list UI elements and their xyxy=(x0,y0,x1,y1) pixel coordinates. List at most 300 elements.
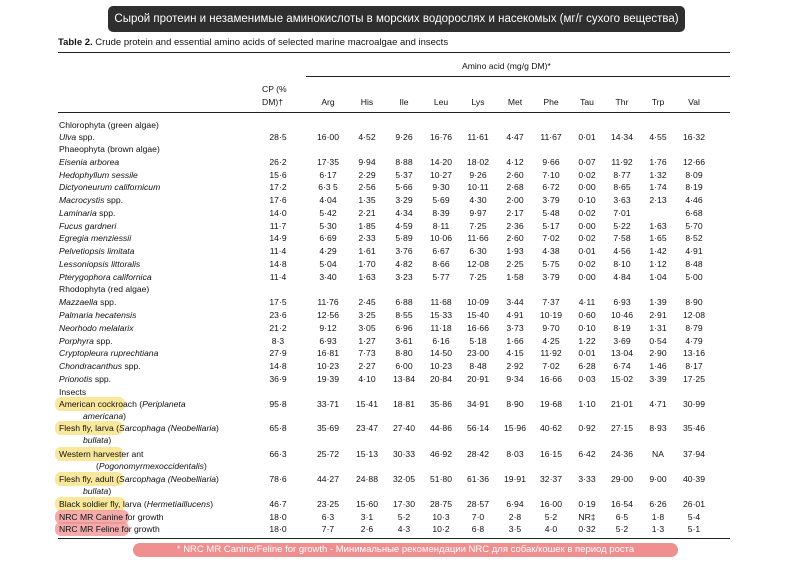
value-phe: 40·62 xyxy=(540,423,562,433)
table-title xyxy=(58,37,448,48)
value-phe: 4·38 xyxy=(542,246,560,256)
value-tau: 0·02 xyxy=(578,259,596,269)
table-row xyxy=(0,296,787,309)
value-leu: 8·11 xyxy=(432,221,450,231)
value-thr: 13·04 xyxy=(611,348,633,358)
value-ile: 5·2 xyxy=(397,512,411,522)
value-his: 1·27 xyxy=(358,336,376,346)
value-arg: 35·69 xyxy=(317,423,339,433)
value-tau: 0·02 xyxy=(578,170,596,180)
value-phe: 11·67 xyxy=(540,132,562,142)
value-arg: 16·81 xyxy=(317,348,339,358)
top-rule xyxy=(58,52,730,53)
value-lys: 6·8 xyxy=(471,524,485,534)
value-trp: 1·31 xyxy=(649,323,667,333)
group-name: Chlorophyta (green algae) xyxy=(59,120,159,130)
value-met: 2·60 xyxy=(506,233,524,243)
value-thr: 15·02 xyxy=(611,374,633,384)
value-lys: 9·97 xyxy=(469,208,487,218)
value-met: 1·58 xyxy=(506,272,524,282)
value-lys: 20·91 xyxy=(467,374,489,384)
value-trp: 6·26 xyxy=(649,499,667,509)
value-tau: 0·03 xyxy=(578,374,596,384)
value-phe: 4·0 xyxy=(544,524,558,534)
value-phe: 16·15 xyxy=(540,449,562,459)
value-tau: 1·10 xyxy=(578,399,596,409)
group-name: Insects xyxy=(59,387,87,397)
row-name: Dictyoneurum californicum xyxy=(59,182,161,192)
table-row xyxy=(0,373,787,386)
cp-value: 18·0 xyxy=(269,512,287,522)
value-thr: 10·46 xyxy=(611,310,633,320)
cp-value: 17·5 xyxy=(269,297,287,307)
value-tau: 6·42 xyxy=(578,449,596,459)
value-trp: 8·93 xyxy=(649,423,667,433)
row-name: NRC MR Canine for growth xyxy=(59,512,164,522)
value-ile: 6·88 xyxy=(395,297,413,307)
value-his: 3·1 xyxy=(360,512,374,522)
row-name: Laminaria spp. xyxy=(59,208,116,218)
value-lys: 15·40 xyxy=(467,310,489,320)
value-ile: 4·59 xyxy=(395,221,413,231)
value-his: 2·27 xyxy=(358,361,376,371)
value-val: 17·25 xyxy=(683,374,705,384)
value-thr: 16·54 xyxy=(611,499,633,509)
value-tau: 4·11 xyxy=(578,297,596,307)
row-name: Porphyra spp. xyxy=(59,336,113,346)
row-name: American cockroach (Periplaneta xyxy=(59,399,186,409)
table-caption: Crude protein and essential amino acids of selected marine macroalgae and insects xyxy=(92,37,449,48)
footnote-banner: * NRC MR Canine/Feline for growth - Минимальные рекомендации NRC для собак/кошек в период роста xyxy=(133,543,678,557)
cp-value: 21·2 xyxy=(269,323,287,333)
value-tau: 0·10 xyxy=(578,323,596,333)
value-arg: 16·00 xyxy=(317,132,339,142)
value-thr: 3·63 xyxy=(613,195,631,205)
value-lys: 11·61 xyxy=(467,132,489,142)
value-thr: 5·22 xyxy=(613,221,631,231)
value-trp: 1·32 xyxy=(649,170,667,180)
value-arg: 6·3 5 xyxy=(318,182,338,192)
value-tau: 6·28 xyxy=(578,361,596,371)
value-his: 15·13 xyxy=(356,449,378,459)
value-val: 26·01 xyxy=(683,499,705,509)
value-val: 37·94 xyxy=(683,449,705,459)
value-trp: 0·54 xyxy=(649,336,667,346)
value-trp: 1·12 xyxy=(649,259,667,269)
cp-value: 11·4 xyxy=(269,246,287,256)
value-his: 2·6 xyxy=(360,524,374,534)
table-row-continuation xyxy=(0,434,787,447)
value-lys: 7·25 xyxy=(469,221,487,231)
table-row xyxy=(0,498,787,511)
value-met: 2·60 xyxy=(506,170,524,180)
table-row xyxy=(0,245,787,258)
row-name: Chondracanthus spp. xyxy=(59,361,141,371)
cp-value: 14·0 xyxy=(269,208,287,218)
value-arg: 3·40 xyxy=(319,272,337,282)
value-met: 3·5 xyxy=(508,524,522,534)
value-ile: 13·84 xyxy=(393,374,415,384)
value-leu: 9·30 xyxy=(432,182,450,192)
value-leu: 35·86 xyxy=(430,399,452,409)
table-row xyxy=(0,232,787,245)
value-his: 15·41 xyxy=(356,399,378,409)
value-leu: 5·77 xyxy=(432,272,450,282)
value-met: 1·66 xyxy=(506,336,524,346)
value-leu: 16·76 xyxy=(430,132,452,142)
value-thr: 4·84 xyxy=(613,272,631,282)
value-phe: 9·66 xyxy=(542,157,560,167)
value-tau: 0·60 xyxy=(578,310,596,320)
value-leu: 28·75 xyxy=(430,499,452,509)
translation-banner: Сырой протеин и незаменимые аминокислоты в морских водорослях и насекомых (мг/г сухого вещества) xyxy=(108,6,685,32)
row-name-continuation: bullata) xyxy=(83,435,112,445)
value-phe: 16·00 xyxy=(540,499,562,509)
value-val: 5·00 xyxy=(685,272,703,282)
amino-acid-header: Amino acid (mg/g DM)* xyxy=(462,61,551,71)
value-lys: 8·48 xyxy=(469,361,487,371)
value-ile: 8·80 xyxy=(395,348,413,358)
value-val: 8·19 xyxy=(685,182,703,192)
cp-value: 14·8 xyxy=(269,259,287,269)
row-name: Palmaria hecatensis xyxy=(59,310,137,320)
value-trp: 3·39 xyxy=(649,374,667,384)
value-trp: 1·76 xyxy=(649,157,667,167)
value-val: 8·48 xyxy=(685,259,703,269)
amino-header-rule xyxy=(306,76,730,77)
value-tau: 0·07 xyxy=(578,157,596,167)
value-arg: 10·23 xyxy=(317,361,339,371)
value-leu: 6·67 xyxy=(432,246,450,256)
value-met: 4·15 xyxy=(506,348,524,358)
value-leu: 10·23 xyxy=(430,361,452,371)
value-his: 2·45 xyxy=(358,297,376,307)
column-header-tau: Tau xyxy=(580,97,594,107)
value-ile: 8·88 xyxy=(395,157,413,167)
value-lys: 23·00 xyxy=(467,348,489,358)
value-his: 1·70 xyxy=(358,259,376,269)
value-thr: 6·74 xyxy=(613,361,631,371)
value-met: 2·25 xyxy=(506,259,524,269)
value-met: 2·00 xyxy=(506,195,524,205)
column-header-ile: Ile xyxy=(399,97,409,107)
value-phe: 6·72 xyxy=(542,182,560,192)
value-tau: 0·00 xyxy=(578,221,596,231)
value-val: 4·91 xyxy=(685,246,703,256)
value-arg: 5·04 xyxy=(319,259,337,269)
value-phe: 5·17 xyxy=(542,221,560,231)
value-trp: 1·04 xyxy=(649,272,667,282)
value-his: 23·47 xyxy=(356,423,378,433)
value-leu: 10·06 xyxy=(430,233,452,243)
cp-value: 78·6 xyxy=(269,474,287,484)
value-leu: 10·3 xyxy=(432,512,450,522)
value-tau: NR‡ xyxy=(578,512,596,522)
value-trp: 2·90 xyxy=(649,348,667,358)
column-header-thr: Thr xyxy=(615,97,629,107)
group-header-row xyxy=(0,283,787,296)
value-met: 3·44 xyxy=(506,297,524,307)
value-arg: 4·29 xyxy=(319,246,337,256)
value-thr: 24·36 xyxy=(611,449,633,459)
value-thr: 7·58 xyxy=(613,233,631,243)
value-lys: 11·66 xyxy=(467,233,489,243)
value-his: 24·88 xyxy=(356,474,378,484)
value-his: 1·85 xyxy=(358,221,376,231)
cp-value: 11·4 xyxy=(269,272,287,282)
value-lys: 12·08 xyxy=(467,259,489,269)
value-met: 2·36 xyxy=(506,221,524,231)
value-his: 9·94 xyxy=(358,157,376,167)
row-name: Pelvetiopsis limitata xyxy=(59,246,135,256)
value-tau: 0·02 xyxy=(578,233,596,243)
value-lys: 6·30 xyxy=(469,246,487,256)
cp-value: 26·2 xyxy=(269,157,287,167)
row-name: Flesh fly, adult (Sarcophaga (Neobelliaria) xyxy=(59,474,219,484)
value-ile: 30·33 xyxy=(393,449,415,459)
value-thr: 5·2 xyxy=(615,524,629,534)
value-trp: 2·13 xyxy=(649,195,667,205)
value-his: 3·25 xyxy=(358,310,376,320)
value-leu: 6·16 xyxy=(432,336,450,346)
value-val: 5·4 xyxy=(687,512,701,522)
value-val: 12·66 xyxy=(683,157,705,167)
value-lys: 56·14 xyxy=(467,423,489,433)
value-thr: 6·5 xyxy=(615,512,629,522)
value-arg: 17·35 xyxy=(317,157,339,167)
column-header-his: His xyxy=(360,97,374,107)
column-header-val: Val xyxy=(688,97,700,107)
table-row-continuation xyxy=(0,485,787,498)
value-his: 4·52 xyxy=(358,132,376,142)
table-row xyxy=(0,360,787,373)
value-ile: 27·40 xyxy=(393,423,415,433)
table-row xyxy=(0,181,787,194)
cp-value: 46·7 xyxy=(269,499,287,509)
value-ile: 6·96 xyxy=(395,323,413,333)
value-leu: 5·69 xyxy=(432,195,450,205)
value-lys: 34·91 xyxy=(467,399,489,409)
value-val: 12·08 xyxy=(683,310,705,320)
value-ile: 17·30 xyxy=(393,499,415,509)
value-trp: 1·42 xyxy=(649,246,667,256)
value-leu: 14·50 xyxy=(430,348,452,358)
value-trp: 4·55 xyxy=(649,132,667,142)
cp-value: 27·9 xyxy=(269,348,287,358)
value-his: 2·33 xyxy=(358,233,376,243)
value-met: 4·47 xyxy=(506,132,524,142)
value-val: 8·52 xyxy=(685,233,703,243)
group-header-row xyxy=(0,143,787,156)
table-row xyxy=(0,156,787,169)
value-ile: 5·66 xyxy=(395,182,413,192)
value-ile: 5·89 xyxy=(395,233,413,243)
row-name: Fucus gardneri xyxy=(59,221,117,231)
value-arg: 44·27 xyxy=(317,474,339,484)
value-phe: 5·75 xyxy=(542,259,560,269)
group-name: Phaeophyta (brown algae) xyxy=(59,144,160,154)
value-lys: 7·0 xyxy=(471,512,485,522)
value-met: 19·91 xyxy=(504,474,526,484)
row-name: Mazzaella spp. xyxy=(59,297,117,307)
value-tau: 0·00 xyxy=(578,182,596,192)
value-arg: 4·04 xyxy=(319,195,337,205)
value-arg: 6·69 xyxy=(319,233,337,243)
row-name-continuation: bullata) xyxy=(83,486,112,496)
row-name-continuation: (Pogonomyrmexoccidentalis) xyxy=(96,461,207,471)
row-name: Cryptopleura ruprechtiana xyxy=(59,348,159,358)
value-ile: 3·23 xyxy=(395,272,413,282)
table-number: Table 2. xyxy=(58,37,93,48)
value-trp: 1·74 xyxy=(649,182,667,192)
table-row xyxy=(0,322,787,335)
value-trp: 1·63 xyxy=(649,221,667,231)
row-name: Lessoniopsis littoralis xyxy=(59,259,141,269)
value-tau: 0·01 xyxy=(578,132,596,142)
value-arg: 6·17 xyxy=(319,170,337,180)
value-phe: 5·2 xyxy=(544,512,558,522)
value-ile: 3·29 xyxy=(395,195,413,205)
value-thr: 14·34 xyxy=(611,132,633,142)
table-row xyxy=(0,258,787,271)
value-leu: 10·2 xyxy=(432,524,450,534)
value-trp: 4·71 xyxy=(649,399,667,409)
value-lys: 28·42 xyxy=(467,449,489,459)
row-name: Ulva spp. xyxy=(59,132,95,142)
value-thr: 21·01 xyxy=(611,399,633,409)
value-leu: 51·80 xyxy=(430,474,452,484)
row-name: Macrocystis spp. xyxy=(59,195,124,205)
value-lys: 61·36 xyxy=(467,474,489,484)
value-leu: 10·27 xyxy=(430,170,452,180)
cp-value: 28·5 xyxy=(269,132,287,142)
row-name: Black soldier fly, larva (Hermetiaillucens) xyxy=(59,499,214,509)
value-phe: 3·79 xyxy=(542,195,560,205)
value-arg: 9·12 xyxy=(319,323,337,333)
value-his: 1·35 xyxy=(358,195,376,205)
column-header-met: Met xyxy=(507,97,523,107)
value-val: 5·70 xyxy=(685,221,703,231)
value-ile: 5·37 xyxy=(395,170,413,180)
cp-value: 23·6 xyxy=(269,310,287,320)
table-row-continuation xyxy=(0,460,787,473)
value-phe: 32·37 xyxy=(540,474,562,484)
value-his: 2·29 xyxy=(358,170,376,180)
value-thr: 29·00 xyxy=(611,474,633,484)
value-tau: 0·19 xyxy=(578,499,596,509)
row-name-continuation: americana) xyxy=(83,411,126,421)
value-met: 3·73 xyxy=(506,323,524,333)
value-thr: 8·65 xyxy=(613,182,631,192)
value-phe: 10·19 xyxy=(540,310,562,320)
value-arg: 25·72 xyxy=(317,449,339,459)
cp-value: 14·8 xyxy=(269,361,287,371)
value-trp: 1·3 xyxy=(651,524,665,534)
value-leu: 44·86 xyxy=(430,423,452,433)
row-name: Eisenia arborea xyxy=(59,157,120,167)
value-leu: 11·18 xyxy=(430,323,452,333)
value-arg: 11·76 xyxy=(317,297,339,307)
value-met: 8·03 xyxy=(506,449,524,459)
value-val: 8·90 xyxy=(685,297,703,307)
value-arg: 7·7 xyxy=(321,524,335,534)
column-header-arg: Arg xyxy=(321,97,335,107)
value-his: 15·60 xyxy=(356,499,378,509)
value-phe: 19·68 xyxy=(540,399,562,409)
value-his: 4·10 xyxy=(358,374,376,384)
cp-value: 36·9 xyxy=(269,374,287,384)
value-thr: 4·56 xyxy=(613,246,631,256)
value-arg: 5·30 xyxy=(319,221,337,231)
value-arg: 19·39 xyxy=(317,374,339,384)
value-thr: 6·93 xyxy=(613,297,631,307)
value-val: 5·1 xyxy=(687,524,701,534)
value-met: 1·93 xyxy=(506,246,524,256)
value-phe: 7·37 xyxy=(542,297,560,307)
value-thr: 27·15 xyxy=(611,423,633,433)
table-row xyxy=(0,523,787,536)
value-ile: 18·81 xyxy=(393,399,415,409)
cp-value: 14·9 xyxy=(269,233,287,243)
cp-value: 95·8 xyxy=(269,399,287,409)
value-trp: 9·00 xyxy=(649,474,667,484)
cp-value: 66·3 xyxy=(269,449,287,459)
table-row xyxy=(0,194,787,207)
value-leu: 15·33 xyxy=(430,310,452,320)
row-name: Egregia menziessii xyxy=(59,233,132,243)
value-arg: 6·3 xyxy=(321,512,335,522)
value-phe: 7·10 xyxy=(542,170,560,180)
cp-header-line2: DM)† xyxy=(262,97,284,107)
value-lys: 4·30 xyxy=(469,195,487,205)
value-met: 2·92 xyxy=(506,361,524,371)
cp-value: 8·3 xyxy=(271,336,285,346)
value-phe: 16·66 xyxy=(540,374,562,384)
value-trp: NA xyxy=(652,449,664,459)
value-his: 2·21 xyxy=(358,208,376,218)
value-val: 6·68 xyxy=(685,208,703,218)
value-his: 7·73 xyxy=(358,348,376,358)
value-tau: 0·10 xyxy=(578,195,596,205)
value-lys: 18·02 xyxy=(467,157,489,167)
value-thr: 11·92 xyxy=(611,157,633,167)
value-met: 15·96 xyxy=(504,423,526,433)
value-ile: 4·3 xyxy=(397,524,411,534)
value-arg: 12·56 xyxy=(317,310,339,320)
value-lys: 7·25 xyxy=(469,272,487,282)
cp-value: 17·2 xyxy=(269,182,287,192)
value-arg: 6·93 xyxy=(319,336,337,346)
row-name: Hedophyllum sessile xyxy=(59,170,138,180)
value-leu: 46·92 xyxy=(430,449,452,459)
value-met: 6·94 xyxy=(506,499,524,509)
value-lys: 5·18 xyxy=(469,336,487,346)
value-met: 2·8 xyxy=(508,512,522,522)
cp-value: 17·6 xyxy=(269,195,287,205)
value-lys: 16·66 xyxy=(467,323,489,333)
value-his: 1·61 xyxy=(358,246,376,256)
cp-header-line1: CP (% xyxy=(262,84,287,94)
value-ile: 4·34 xyxy=(395,208,413,218)
value-tau: 0·92 xyxy=(578,423,596,433)
value-trp: 1·46 xyxy=(649,361,667,371)
value-lys: 10·11 xyxy=(467,182,489,192)
value-tau: 3·33 xyxy=(578,474,596,484)
value-leu: 8·66 xyxy=(432,259,450,269)
value-thr: 3·69 xyxy=(613,336,631,346)
value-lys: 9·26 xyxy=(469,170,487,180)
value-tau: 0·32 xyxy=(578,524,596,534)
